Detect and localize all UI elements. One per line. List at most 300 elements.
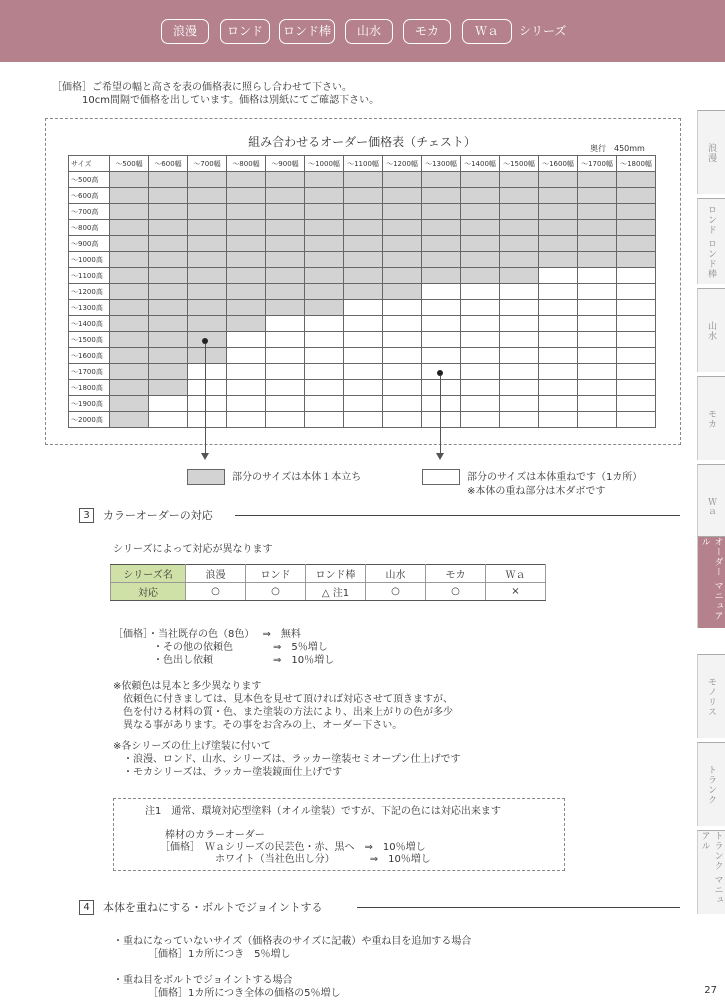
grid-cell [149,268,188,284]
grid-cell [578,364,617,380]
grid-cell [500,364,539,380]
grid-col-header: ～1100幅 [344,156,383,172]
grid-cell [422,204,461,220]
grid-cell [500,332,539,348]
grid-cell [422,268,461,284]
grid-cell [539,396,578,412]
grid-row-header: ～600高 [69,188,110,204]
series-suffix: シリーズ [519,24,567,38]
grid-cell [149,316,188,332]
grid-col-header: ～1700幅 [578,156,617,172]
grid-cell [227,348,266,364]
grid-cell [344,252,383,268]
grid-cell [344,284,383,300]
grid-cell [305,300,344,316]
grid-cell [578,268,617,284]
legend-stacked-note: ※本体の重ね部分は木ダボです [467,486,606,497]
grid-cell [188,348,227,364]
grid-cell [383,284,422,300]
single-leader-line [205,344,206,454]
grid-cell [188,300,227,316]
color-table-cell: 対応 [111,583,186,601]
section4-number: 4 [79,900,94,915]
grid-cell [110,284,149,300]
grid-cell [578,316,617,332]
grid-cell [422,348,461,364]
grid-cell [578,188,617,204]
grid-cell [461,380,500,396]
tab-roman[interactable]: 浪漫 [697,110,725,194]
grid-cell [227,412,266,428]
grid-cell [461,300,500,316]
section4-title: 本体を重ねにする・ボルトでジョイントする [103,901,323,914]
grid-cell [110,172,149,188]
grid-row-header: ～900高 [69,236,110,252]
grid-cell [266,268,305,284]
grid-row-header: ～1700高 [69,364,110,380]
grid-cell [305,188,344,204]
grid-cell [461,332,500,348]
grid-col-header: ～500幅 [110,156,149,172]
grid-cell [227,364,266,380]
grid-cell [110,396,149,412]
grid-cell [617,348,656,364]
grid-row-header: ～800高 [69,220,110,236]
grid-cell [617,300,656,316]
color-table-header: ロンド棒 [306,565,366,583]
stacked-leader-line [440,376,441,454]
grid-cell [383,220,422,236]
grid-cell [266,332,305,348]
grid-cell [617,364,656,380]
grid-cell [305,316,344,332]
grid-cell [149,364,188,380]
grid-cell [344,396,383,412]
grid-cell [578,348,617,364]
grid-cell [188,172,227,188]
grid-cell [149,204,188,220]
grid-cell [422,332,461,348]
grid-cell [539,236,578,252]
grid-cell [344,188,383,204]
grid-row-header: ～1500高 [69,332,110,348]
series-button-rondo[interactable]: ロンド [220,19,270,44]
grid-cell [500,172,539,188]
grid-cell [539,204,578,220]
color-table-cell: ○ [186,583,246,601]
grid-cell [617,284,656,300]
grid-col-header: ～800幅 [227,156,266,172]
grid-cell [461,204,500,220]
grid-cell [539,332,578,348]
grid-cell [305,412,344,428]
grid-cell [344,332,383,348]
series-button-sansui[interactable]: 山水 [345,19,393,44]
grid-cell [188,284,227,300]
grid-cell [500,316,539,332]
grid-row-header: ～500高 [69,172,110,188]
grid-cell [227,284,266,300]
grid-col-header: ～900幅 [266,156,305,172]
request-color-note: ※依頼色は見本と多少異なります 依頼色に付きましては、見本色を見せて頂ければ対応させて頂きますが、 色を付ける材料の質・色、また塗装の方法により、出来上がりの色が多少 異なる事があります。その事をお含みの上、オーダー下さい。 [113,681,453,731]
grid-cell [227,332,266,348]
grid-corner: サイズ [69,156,110,172]
grid-cell [344,204,383,220]
grid-cell [617,172,656,188]
grid-cell [266,396,305,412]
section3-intro: シリーズによって対応が異なります [113,544,273,555]
legend-single-text: 部分のサイズは本体１本立ち [232,472,362,483]
grid-cell [188,396,227,412]
color-table-cell: ○ [426,583,486,601]
grid-cell [461,284,500,300]
grid-cell [578,172,617,188]
grid-cell [578,236,617,252]
grid-cell [539,300,578,316]
grid-row-header: ～1600高 [69,348,110,364]
note1-text: 注1 通常、環境対応型塗料（オイル塗装）ですが、下記の色には対応出来ます 棒材のカラーオーダー ［価格］ Ｗａシリーズの民芸色・赤、黒へ ⇒ 10％増し ホワイト（当社色出し分） ⇒ 10％増し [145,806,501,865]
grid-cell [539,252,578,268]
grid-cell [578,252,617,268]
series-button-rondo-bou[interactable]: ロンド棒 [279,19,335,44]
grid-cell [188,220,227,236]
grid-cell [344,412,383,428]
grid-cell [110,268,149,284]
grid-cell [110,364,149,380]
grid-cell [500,268,539,284]
grid-cell [617,188,656,204]
grid-cell [539,172,578,188]
grid-cell [344,364,383,380]
grid-cell [500,236,539,252]
grid-cell [227,396,266,412]
grid-cell [149,236,188,252]
grid-cell [383,380,422,396]
grid-cell [227,236,266,252]
grid-cell [305,284,344,300]
grid-cell [578,332,617,348]
grid-cell [266,236,305,252]
grid-row-header: ～1200高 [69,284,110,300]
grid-cell [461,268,500,284]
grid-cell [305,172,344,188]
section4-rule [357,907,680,908]
grid-cell [539,412,578,428]
grid-cell [149,300,188,316]
grid-cell [305,252,344,268]
grid-cell [149,396,188,412]
color-table-cell: ○ [366,583,426,601]
grid-cell [383,396,422,412]
stacked-arrow-icon [436,453,444,460]
tab-sansui[interactable]: 山水 [697,288,725,372]
grid-cell [539,188,578,204]
grid-cell [500,204,539,220]
grid-cell [578,300,617,316]
price-table-title: 組み合わせるオーダー価格表（チェスト） [248,135,476,149]
depth-label: 奥行 450mm [590,144,645,153]
grid-cell [617,332,656,348]
grid-cell [383,236,422,252]
grid-cell [344,316,383,332]
tab-monolith[interactable]: モノリス [697,654,725,738]
grid-cell [188,204,227,220]
grid-cell [578,204,617,220]
color-table-header: モカ [426,565,486,583]
grid-cell [539,316,578,332]
color-table-header: シリーズ名 [111,565,186,583]
grid-col-header: ～1000幅 [305,156,344,172]
grid-cell [500,300,539,316]
grid-cell [344,172,383,188]
grid-cell [110,380,149,396]
grid-cell [617,268,656,284]
grid-cell [461,348,500,364]
grid-row-header: ～1900高 [69,396,110,412]
grid-cell [188,268,227,284]
grid-cell [461,316,500,332]
color-table-header: Ｗａ [486,565,546,583]
grid-col-header: ～1500幅 [500,156,539,172]
grid-cell [110,204,149,220]
grid-cell [305,396,344,412]
tab-rondo[interactable]: ロンド ロンド棒 [697,198,725,284]
grid-cell [461,188,500,204]
page-number: 27 [704,985,717,996]
grid-cell [617,316,656,332]
grid-cell [188,412,227,428]
grid-cell [617,396,656,412]
section4-body: ・重ねになっていないサイズ（価格表のサイズに記載）や重ね目を追加する場合 ［価格］1カ所につき 5％増し ・重ね目をボルトでジョイントする場合 ［価格］1カ所につき全体の価格の5％増し [113,936,472,999]
grid-cell [266,316,305,332]
grid-cell [422,396,461,412]
grid-cell [227,252,266,268]
grid-cell [461,172,500,188]
grid-col-header: ～1400幅 [461,156,500,172]
grid-cell [188,364,227,380]
grid-cell [500,412,539,428]
grid-cell [266,348,305,364]
grid-cell [422,380,461,396]
color-table-header: 山水 [366,565,426,583]
grid-row-header: ～1000高 [69,252,110,268]
grid-cell [305,332,344,348]
grid-cell [461,236,500,252]
grid-cell [344,220,383,236]
grid-cell [266,300,305,316]
grid-cell [422,412,461,428]
grid-cell [422,220,461,236]
single-arrow-icon [201,453,209,460]
grid-cell [500,220,539,236]
color-table-cell: △ 注1 [306,583,366,601]
series-button-moka[interactable]: モカ [403,19,451,44]
tab-moka[interactable]: モカ [697,376,725,460]
grid-cell [383,172,422,188]
grid-cell [110,316,149,332]
grid-cell [305,380,344,396]
grid-cell [266,364,305,380]
grid-cell [110,332,149,348]
grid-cell [305,268,344,284]
grid-cell [266,252,305,268]
grid-cell [149,252,188,268]
grid-cell [149,348,188,364]
grid-cell [110,412,149,428]
grid-cell [383,268,422,284]
grid-cell [617,380,656,396]
grid-cell [500,284,539,300]
legend-gray-swatch [187,469,225,485]
grid-row-header: ～1300高 [69,300,110,316]
grid-cell [617,252,656,268]
grid-cell [344,268,383,284]
grid-cell [617,412,656,428]
price-note: ［価格］ご希望の幅と高さを表の価格表に照らし合わせて下さい。 10cm間隔で価格を出しています。価格は別紙にてご確認下さい。 [52,82,380,106]
color-table-cell: × [486,583,546,601]
grid-cell [149,220,188,236]
price-grid [68,155,656,428]
grid-cell [188,188,227,204]
grid-cell [617,204,656,220]
grid-cell [344,300,383,316]
grid-cell [149,284,188,300]
grid-cell [578,412,617,428]
grid-cell [578,396,617,412]
tab-wa[interactable]: Ｗａ [697,464,725,548]
grid-cell [539,380,578,396]
grid-cell [500,252,539,268]
grid-cell [461,364,500,380]
grid-row-header: ～2000高 [69,412,110,428]
grid-cell [149,172,188,188]
grid-cell [266,412,305,428]
grid-cell [383,364,422,380]
grid-cell [110,188,149,204]
grid-cell [305,204,344,220]
section3-title: カラーオーダーの対応 [103,509,213,522]
grid-cell [227,188,266,204]
grid-cell [422,284,461,300]
grid-col-header: ～1300幅 [422,156,461,172]
grid-cell [266,380,305,396]
grid-cell [422,188,461,204]
grid-cell [461,396,500,412]
grid-cell [461,220,500,236]
grid-col-header: ～700幅 [188,156,227,172]
grid-cell [578,380,617,396]
grid-cell [305,364,344,380]
tab-trunk[interactable]: トランク [697,742,725,826]
series-button-roman[interactable]: 浪漫 [161,19,209,44]
grid-cell [266,284,305,300]
section3-rule [235,515,680,516]
grid-cell [578,220,617,236]
grid-cell [266,204,305,220]
grid-cell [383,348,422,364]
grid-cell [539,364,578,380]
grid-cell [188,380,227,396]
grid-col-header: ～1800幅 [617,156,656,172]
grid-cell [539,268,578,284]
grid-cell [383,204,422,220]
grid-cell [305,348,344,364]
grid-cell [110,300,149,316]
grid-row-header: ～700高 [69,204,110,220]
grid-cell [617,220,656,236]
grid-cell [149,188,188,204]
grid-cell [383,316,422,332]
grid-cell [149,332,188,348]
grid-cell [422,300,461,316]
grid-cell [539,284,578,300]
grid-cell [344,348,383,364]
grid-cell [227,204,266,220]
grid-col-header: ～1600幅 [539,156,578,172]
color-table-header: 浪漫 [186,565,246,583]
color-table-header: ロンド [246,565,306,583]
grid-cell [227,268,266,284]
grid-cell [500,396,539,412]
grid-cell [266,188,305,204]
grid-cell [500,380,539,396]
tab-trunk-manual[interactable]: トランク マニュアル [697,830,725,914]
color-table-cell: ○ [246,583,306,601]
finish-note: ※各シリーズの仕上げ塗装に付いて ・浪漫、ロンド、山水、シリーズは、ラッカー塗装セミオープン仕上げです ・モカシリーズは、ラッカー塗装鏡面仕上げです [113,741,461,778]
grid-cell [383,188,422,204]
grid-row-header: ～1400高 [69,316,110,332]
grid-cell [227,380,266,396]
grid-cell [578,284,617,300]
grid-cell [500,188,539,204]
grid-cell [539,348,578,364]
grid-cell [383,252,422,268]
grid-cell [227,172,266,188]
grid-row-header: ～1800高 [69,380,110,396]
grid-cell [149,380,188,396]
grid-cell [188,236,227,252]
grid-cell [227,316,266,332]
grid-cell [227,220,266,236]
grid-row-header: ～1100高 [69,268,110,284]
grid-cell [344,380,383,396]
section3-number: 3 [79,508,94,523]
legend-white-swatch [422,469,460,485]
grid-cell [500,348,539,364]
legend-stacked-text: 部分のサイズは本体重ねです（1カ所） [467,472,643,483]
grid-col-header: ～600幅 [149,156,188,172]
grid-cell [110,252,149,268]
grid-cell [188,252,227,268]
grid-cell [344,236,383,252]
color-support-table [110,564,546,601]
grid-cell [617,236,656,252]
tab-order-manual[interactable]: オーダー マニュアル [697,536,725,628]
series-button-wa[interactable]: Ｗａ [462,19,512,44]
grid-cell [461,412,500,428]
grid-cell [422,236,461,252]
grid-cell [461,252,500,268]
grid-cell [227,300,266,316]
grid-col-header: ～1200幅 [383,156,422,172]
grid-cell [422,316,461,332]
grid-cell [110,236,149,252]
grid-cell [383,412,422,428]
grid-cell [188,316,227,332]
grid-cell [539,220,578,236]
grid-cell [110,348,149,364]
color-price-list: ［価格］・当社既存の色（8色） ⇒ 無料 ・その他の依頼色 ⇒ 5％増し ・色出し依頼 ⇒ 10％増し [113,629,335,666]
